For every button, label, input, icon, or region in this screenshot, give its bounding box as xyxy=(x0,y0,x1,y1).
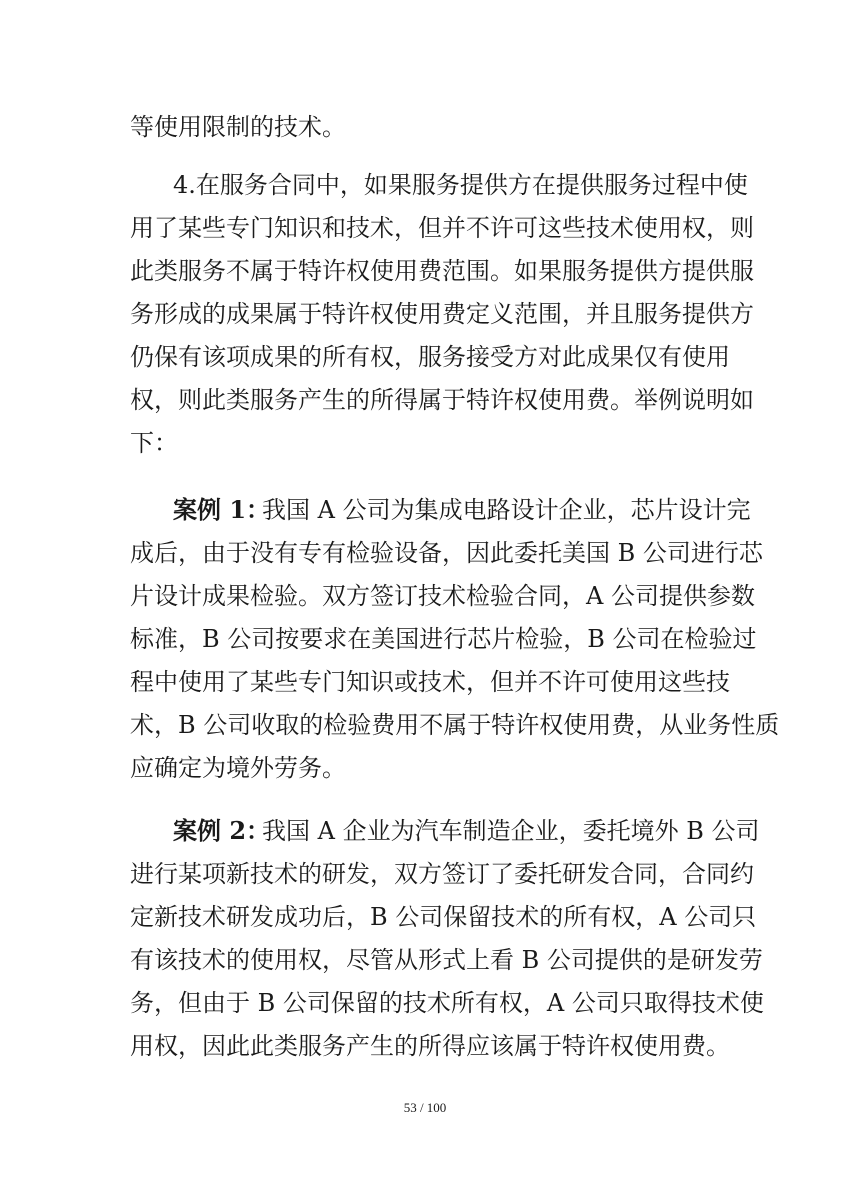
page-number: 53 / 100 xyxy=(403,1100,447,1115)
case-2-label: 案例 2： xyxy=(173,816,271,845)
document-page: 等使用限制的技术。 4.在服务合同中，如果服务提供方在提供服务过程中使 用了某些专门知识和技术，但并不许可这些技术使用权，则 此类服务不属于特许权使用费范围。如果服务提供方提供服 务形成的成果属于特许权使用费定义范围，并且服务提供方 仍保有该项成果的所有权，服务接受方对此成果仅有使用 权，则此类服务产生的所得属于特许权使用费。举例说明如 下： 案例 1： 我国 A 公司为集成电路设计企业，芯片设计完 成后，由于没有专有检验设备，因此委托美国 B 公司进行芯 片设计成果检验。双方签订技术检验合同，A 公司提供参数 标准，B 公司按要求在美国进行芯片检验，B 公司在检验过 程中使用了某些专门知识或技术，但并不许可使用这些技 术，B 公司收取的检验费用不属于特许权使用费，从业务性质 应确定为境外劳务。 案例 2： 我国 A 企业为汽车制造企业，委托境外 B 公司 进行某项新技术的研发，双方签订了委托研发合同，合同约 定新技术研发成功后，B 公司保留技术的所有权，A 公司只 有该技术的使用权，尽管从形式上看 B 公司提供的是研发劳 务，但由于 B 公司保留的技术所有权，A 公司只取得技术使 用权，因此此类服务产生的所得应该属于特许权使用费。 53 / 100 xyxy=(0,0,850,1202)
case-1-label: 案例 1： xyxy=(173,495,271,524)
